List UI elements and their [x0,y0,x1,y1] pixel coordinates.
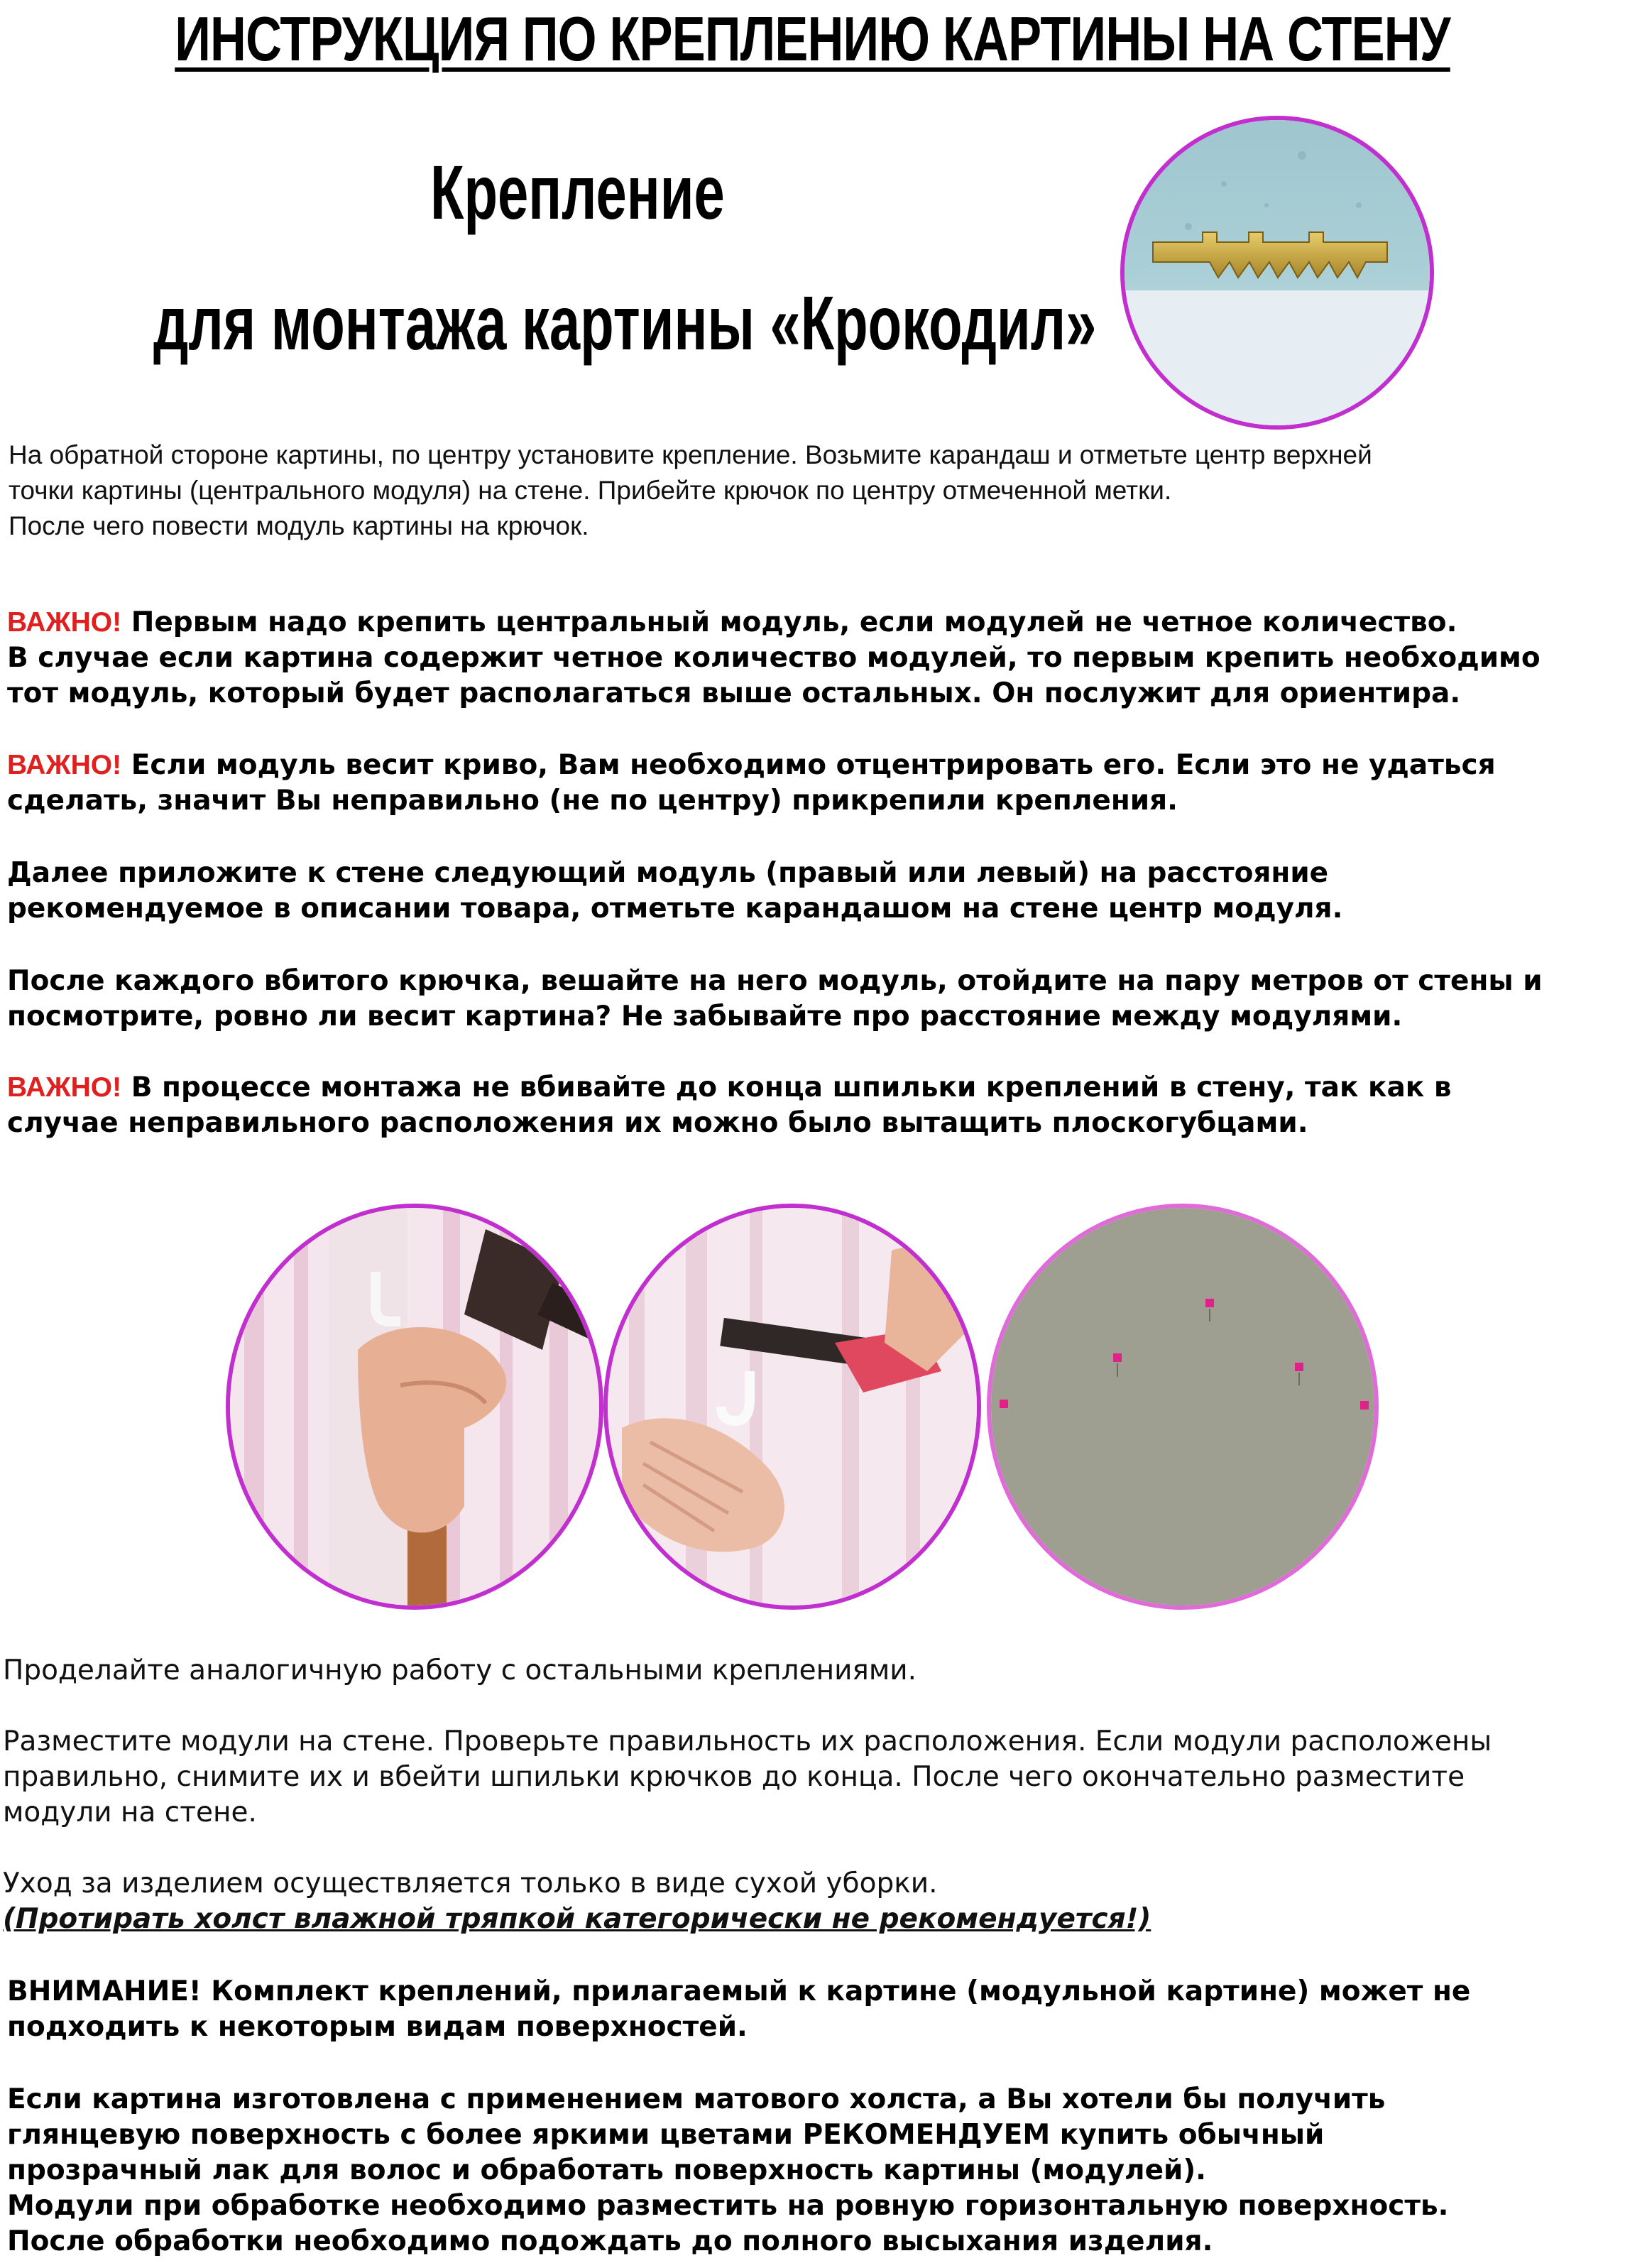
subtitle-line2: для монтажа картины «Крокодил» [153,280,1097,366]
important-label: ВАЖНО! [7,750,122,780]
intro-line: На обратной стороне картины, по центру установите крепление. Возьмите карандаш и отметьте центр верхней [9,440,1372,469]
important-block-2 [7,748,1619,819]
intro-line: точки картины (центрального модуля) на стене. Прибейте крючок по центру отмеченной метки. [9,476,1172,505]
attention-line: ВНИМАНИЕ! Комплект креплений, прилагаемый к картине (модульной картине) может не [7,1975,1471,2007]
attention-block [7,1974,1619,2045]
varnish-line: глянцевую поверхность с более яркими цветами РЕКОМЕНДУЕМ купить обычный [7,2119,1325,2151]
varnish-line: После обработки необходимо подождать до полного высыхания изделия. [7,2225,1213,2257]
important-block-3 [7,1070,1619,1141]
next-module-block [7,856,1619,927]
check-level-block [7,964,1619,1035]
important-label: ВАЖНО! [7,1072,122,1103]
block-line: В процессе монтажа не вбивайте до конца шпильки креплений в стену, так как в [121,1072,1452,1103]
subtitle-line1: Крепление [430,149,725,235]
sawtooth-hanger-photo [1120,116,1434,430]
attention-line: подходить к некоторым видам поверхностей. [7,2011,748,2043]
block-line: Если модуль весит криво, Вам необходимо отцентрировать его. Если это не удаться [121,749,1496,781]
block-line: сделать, значит Вы неправильно (не по центру) прикрепили крепления. [7,785,1178,817]
care-warning: (Протирать холст влажной тряпкой категорически не рекомендуется!) [3,1903,1151,1935]
block-line: посмотрите, ровно ли весит картина? Не забывайте про расстояние между модулями. [7,1001,1403,1032]
placement-paragraph [3,1724,1614,1831]
important-label: ВАЖНО! [7,607,122,638]
wall-marks-photo [987,1204,1379,1610]
varnish-line: прозрачный лак для волос и обработать поверхность картины (модулей). [7,2154,1206,2186]
block-line: После каждого вбитого крючка, вешайте на него модуль, отойдите на пару метров от стены и [7,965,1543,997]
placement-line: Разместите модули на стене. Проверьте правильность их расположения. Если модули расположены [3,1725,1492,1757]
intro-line: После чего повести модуль картины на крючок. [9,511,589,540]
care-line: Уход за изделием осуществляется только в виде сухой уборки. [3,1868,938,1899]
important-block-1 [7,605,1619,712]
block-line: случае неправильного расположения их можно было вытащить плоскогубцами. [7,1107,1308,1139]
block-line: тот модуль, который будет располагаться выше остальных. Он послужит для ориентира. [7,677,1461,709]
block-line: Далее приложите к стене следующий модуль (правый или левый) на расстояние [7,857,1329,889]
intro-paragraph [9,437,1570,544]
block-line: Первым надо крепить центральный модуль, если модулей не четное количество. [121,606,1457,638]
block-line: рекомендуемое в описании товара, отметьте карандашом на стене центр модуля. [7,893,1343,925]
repeat-instruction: Проделайте аналогичную работу с остальными креплениями. [3,1654,917,1686]
hand-hammer-photo [226,1204,603,1610]
block-line: В случае если картина содержит четное количество модулей, то первым крепить необходимо [7,642,1541,674]
placement-line: модули на стене. [3,1797,257,1828]
varnish-block [7,2082,1619,2259]
hook-pliers-photo [603,1204,981,1610]
placement-line: правильно, снимите их и вбейти шпильки крючков до конца. После чего окончательно разместите [3,1761,1465,1793]
care-paragraph [3,1866,1614,1937]
page-title: ИНСТРУКЦИЯ ПО КРЕПЛЕНИЮ КАРТИНЫ НА СТЕНУ [175,4,1450,74]
varnish-line: Модули при обработке необходимо разместить на ровную горизонтальную поверхность. [7,2190,1449,2222]
varnish-line: Если картина изготовлена с применением матового холста, а Вы хотели бы получить [7,2083,1386,2115]
